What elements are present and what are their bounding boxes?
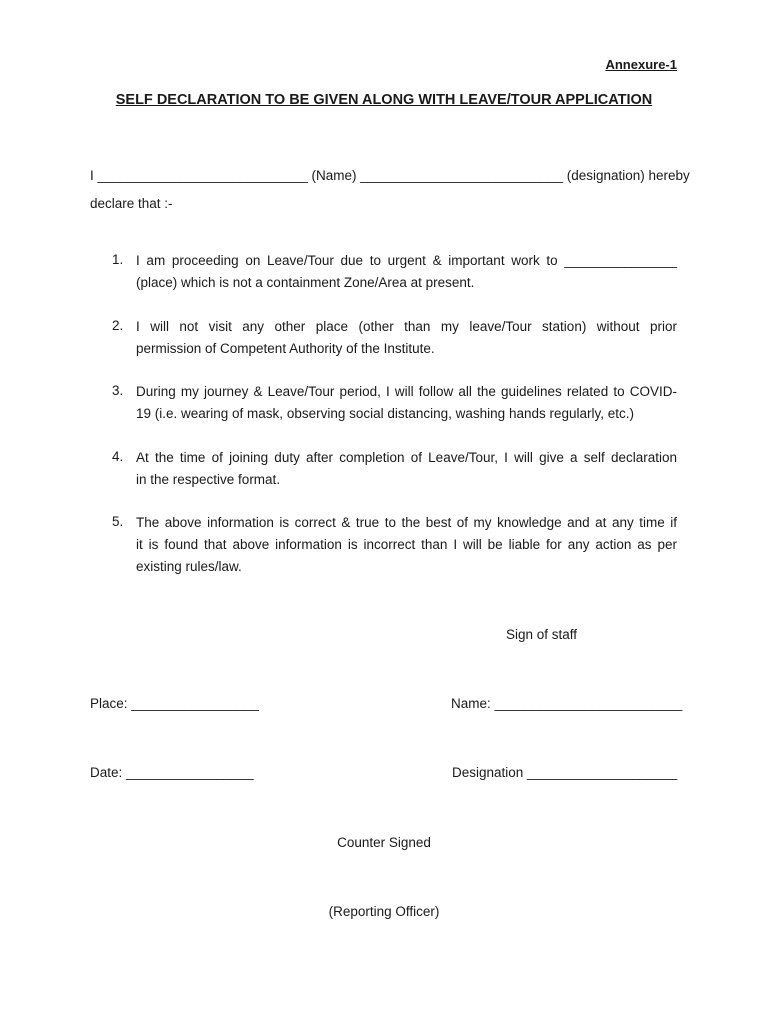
item-number: 2. — [112, 318, 124, 333]
item-number: 4. — [112, 449, 124, 464]
counter-signed-label: Counter Signed — [337, 835, 431, 850]
name-field: Name: _________________________ — [451, 696, 683, 711]
item-number: 1. — [112, 252, 124, 267]
annexure-label: Annexure-1 — [605, 57, 677, 72]
date-field: Date: _________________ — [90, 765, 254, 780]
place-field: Place: _________________ — [90, 696, 259, 711]
item-line: I am proceeding on Leave/Tour due to urgent & important work to _______________ — [136, 253, 677, 268]
item-line: At the time of joining duty after completion of Leave/Tour, I will give a self declaration — [136, 450, 677, 465]
item-line: I will not visit any other place (other than my leave/Tour station) without prior — [136, 319, 677, 334]
document-title: SELF DECLARATION TO BE GIVEN ALONG WITH LEAVE/TOUR APPLICATION — [115, 92, 653, 108]
item-line: (place) which is not a containment Zone/Area at present. — [136, 275, 475, 290]
item-number: 3. — [112, 383, 124, 398]
list-item — [136, 316, 677, 360]
sign-of-staff-label: Sign of staff — [506, 627, 578, 642]
designation-field: Designation ____________________ — [452, 765, 678, 780]
item-line: During my journey & Leave/Tour period, I will follow all the guidelines related to COVID- — [136, 384, 677, 399]
item-line: existing rules/law. — [136, 559, 242, 574]
list-item — [136, 447, 677, 491]
intro-line-1: I ____________________________ (Name) ___________________________ (designation) hereby — [90, 168, 690, 183]
item-line: in the respective format. — [136, 472, 281, 487]
list-item — [136, 250, 677, 294]
item-line: it is found that above information is incorrect than I will be liable for any action as per — [136, 537, 677, 552]
list-item — [136, 512, 677, 578]
reporting-officer-label: (Reporting Officer) — [328, 904, 440, 919]
item-line: 19 (i.e. wearing of mask, observing social distancing, washing hands regularly, etc.) — [136, 406, 634, 421]
intro-line-2: declare that :- — [90, 196, 173, 211]
item-line: The above information is correct & true to the best of my knowledge and at any time if — [136, 515, 677, 530]
item-number: 5. — [112, 514, 124, 529]
list-item — [136, 381, 677, 425]
item-line: permission of Competent Authority of the Institute. — [136, 341, 435, 356]
